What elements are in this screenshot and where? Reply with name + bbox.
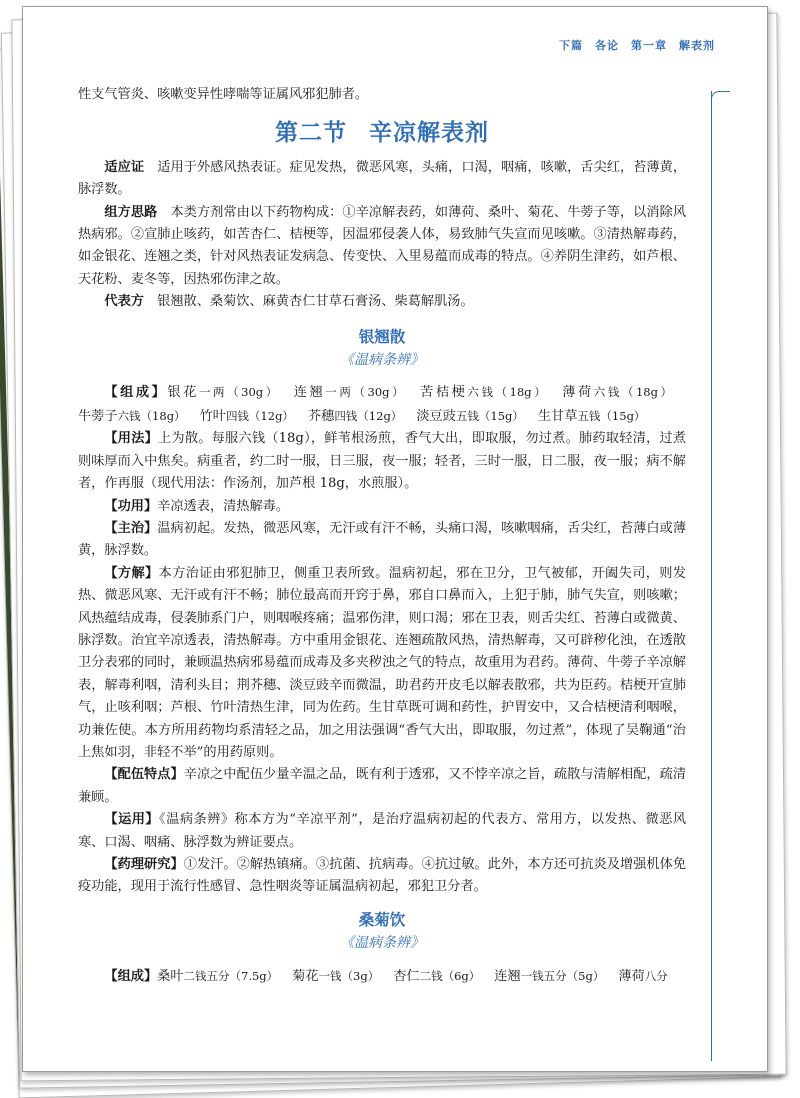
herb-item xyxy=(167,385,279,400)
herb-dose: 五钱（15g） xyxy=(577,408,646,423)
margin-rule xyxy=(711,91,712,1061)
herb-item xyxy=(618,969,667,984)
definition-composition xyxy=(78,202,686,292)
herb-dose: 五钱（15g） xyxy=(455,408,524,423)
herb-list xyxy=(157,969,682,984)
herb-dose: 一两（30g） xyxy=(198,385,280,400)
section-label: 【主治】 xyxy=(104,520,158,536)
herb-name: 牛蒡子 xyxy=(78,408,118,424)
section-label: 【用法】 xyxy=(104,431,159,447)
section-text: 温病初起。发热，微恶风寒，无汗或有汗不畅，头痛口渴，咳嗽咽痛，舌尖红，苔薄白或薄黄，脉浮数。 xyxy=(78,520,687,559)
herb-name: 芥穗 xyxy=(307,408,335,424)
formula-title: 桑菊饮 xyxy=(358,910,406,929)
herb-name: 连翘 xyxy=(293,385,326,401)
herb-dose: 六钱（18g） xyxy=(467,385,549,400)
herb-name: 杏仁 xyxy=(393,968,420,984)
definition-text: 本类方剂常由以下药物构成：①辛凉解表药，如薄荷、桑叶、菊花、牛蒡子等，以消除风热病邪。②宣肺止咳药，如苦杏仁、桔梗等，因温邪侵袭人体，易致肺气失宣而见咳嗽。③清热解毒药，如金银花、连翘之类，针对风热表证发病急、传变快、入里易蕴而成毒的特点。④养阴生津药，如芦根、天花粉、麦冬等，因热邪伤津之故。 xyxy=(78,204,687,287)
herb-name: 生甘草 xyxy=(537,408,578,424)
formula-sections xyxy=(78,428,686,899)
formula-composition xyxy=(78,965,686,988)
definition-term: 适应证 xyxy=(104,159,145,175)
definition-text: 银翘散、桑菊饮、麻黄杏仁甘草石膏汤、柴葛解肌汤。 xyxy=(157,294,474,310)
herb-item xyxy=(393,969,480,984)
herb-item xyxy=(538,409,646,424)
section-number: 第二节 xyxy=(275,120,347,147)
formula-composition xyxy=(78,381,686,428)
herb-dose: 一两（30g） xyxy=(325,385,407,400)
herb-item xyxy=(494,969,604,984)
page-content xyxy=(78,84,686,988)
herb-dose: 八分 xyxy=(644,968,668,983)
herb-name: 薄荷 xyxy=(562,385,594,401)
section-label: 【功用】 xyxy=(104,498,158,514)
herb-name: 淡豆豉 xyxy=(416,408,456,424)
herb-name: 薄荷 xyxy=(618,968,645,984)
herb-item xyxy=(292,969,379,984)
herb-dose: 四钱（12g） xyxy=(334,408,403,423)
composition-label: 【组成】 xyxy=(104,968,158,984)
section-text: ①发汗。②解热镇痛。③抗菌、抗病毒。④抗过敏。此外，本方还可抗炎及增强机体免疫功能，现用于流行性感冒、急性咽炎等证属温病初起，邪犯卫分者。 xyxy=(78,857,687,895)
formula-section xyxy=(78,518,686,563)
definition-representatives xyxy=(78,291,686,313)
section-text: 上为散。每服六钱（18g），鲜苇根汤煎，香气大出，即取服，勿过煮。肺药取轻清，过煮则味厚而入中焦矣。病重者，约二时一服，日三服，夜一服；轻者，三时一服，日二服，夜一服；病不解者，作再服（现代用法：作汤剂，加芦根 18g，水煎服）。 xyxy=(78,431,687,492)
herb-item xyxy=(157,969,278,984)
section-text: 辛凉透表，清热解毒。 xyxy=(157,498,290,514)
herb-name: 连翘 xyxy=(494,968,521,984)
section-text: 辛凉之中配伍少量辛温之品，既有利于透邪，又不悖辛凉之旨，疏散与清解相配，疏清兼顾。 xyxy=(78,767,687,805)
section-label: 【方解】 xyxy=(104,565,159,581)
definition-term: 代表方 xyxy=(104,294,144,310)
formula-section xyxy=(78,809,686,854)
herb-item xyxy=(200,409,294,424)
formula-section xyxy=(78,496,686,518)
intro-line: 性支气管炎、咳嗽变异性哮喘等证属风邪犯肺者。 xyxy=(78,87,369,102)
definition-indications xyxy=(78,157,686,202)
formula-source: 《温病条辨》 xyxy=(340,935,424,952)
formula-title: 银翘散 xyxy=(358,327,406,346)
herb-item xyxy=(308,409,402,424)
herb-dose: 一钱（3g） xyxy=(318,968,380,983)
section-title xyxy=(78,120,686,147)
herb-dose: 一钱五分（5g） xyxy=(520,968,605,983)
herb-name: 银花 xyxy=(167,385,199,401)
definition-text: 适用于外感风热表证。症见发热，微恶风寒，头痛，口渴，咽痛，咳嗽，舌尖红，苔薄黄，脉浮数。 xyxy=(78,159,687,198)
section-name: 辛凉解表剂 xyxy=(369,120,489,147)
running-header: 下篇 各论 第一章 解表剂 xyxy=(559,39,715,52)
section-text: 本方治证由邪犯肺卫，侧重卫表所致。温病初起，邪在卫分，卫气被郁，开阖失司，则发热、微恶风寒、无汗或有汗不畅；肺位最高而开窍于鼻，邪自口鼻而入，上犯于肺，肺气失宣，则咳嗽；风热蕴结成毒，侵袭肺系门户，则咽喉疼痛；温邪伤津，则口渴；邪在卫表，则舌尖红、苔薄白或微黄、脉浮数。治宜辛凉透表，清热解毒。方中重用金银花、连翘疏散风热，清热解毒，又可辟秽化浊，在透散卫分表邪的同时，兼顾温热病邪易蕴而成毒及多夹秽浊之气的特点，故重用为君药。薄荷、牛蒡子辛凉解表，解毒利咽，清利头目；荆芥穗、淡豆豉辛而微温，助君药开皮毛以解表散邪，共为臣药。桔梗开宣肺气，止咳利咽；芦根、竹叶清热生津，同为佐药。生甘草既可调和药性，护胃安中，又合桔梗清利咽喉，功兼佐使。本方所用药物均系清轻之品，加之用法强调“香气大出，即取服，勿过煮”，体现了吴鞠通“治上焦如羽，非轻不举”的用药原则。 xyxy=(78,565,687,760)
section-text: 《温病条辨》称本方为“辛凉平剂”，是治疗温病初起的代表方、常用方，以发热、微恶风寒、口渴、咽痛、脉浮数为辨证要点。 xyxy=(78,812,687,850)
herb-name: 桑叶 xyxy=(157,968,184,984)
margin-rule-corner xyxy=(711,91,730,108)
formula-section xyxy=(78,764,686,809)
herb-item xyxy=(420,385,548,400)
composition-label: 【组成】 xyxy=(104,385,168,401)
herb-dose: 六钱（18g） xyxy=(593,385,673,400)
herb-dose: 二钱五分（7.5g） xyxy=(183,968,279,983)
formula-section xyxy=(78,563,686,765)
section-label: 【配伍特点】 xyxy=(104,767,184,783)
formula-source: 《温病条辨》 xyxy=(340,352,424,369)
herb-item xyxy=(294,385,406,400)
herb-dose: 二钱（6g） xyxy=(419,968,481,983)
herb-dose: 六钱（18g） xyxy=(117,408,186,423)
herb-item xyxy=(416,409,524,424)
formula-section xyxy=(78,428,686,495)
herb-name: 菊花 xyxy=(292,968,319,984)
herb-name: 竹叶 xyxy=(199,408,226,424)
herb-name: 苦桔梗 xyxy=(420,385,468,401)
definition-term: 组方思路 xyxy=(104,204,158,220)
herb-item xyxy=(78,409,186,424)
herb-item xyxy=(562,385,672,400)
herb-list xyxy=(78,385,686,423)
formula-section xyxy=(78,854,686,899)
section-label: 【药理研究】 xyxy=(104,857,184,872)
section-label: 【运用】 xyxy=(104,812,160,828)
herb-dose: 四钱（12g） xyxy=(225,408,294,423)
